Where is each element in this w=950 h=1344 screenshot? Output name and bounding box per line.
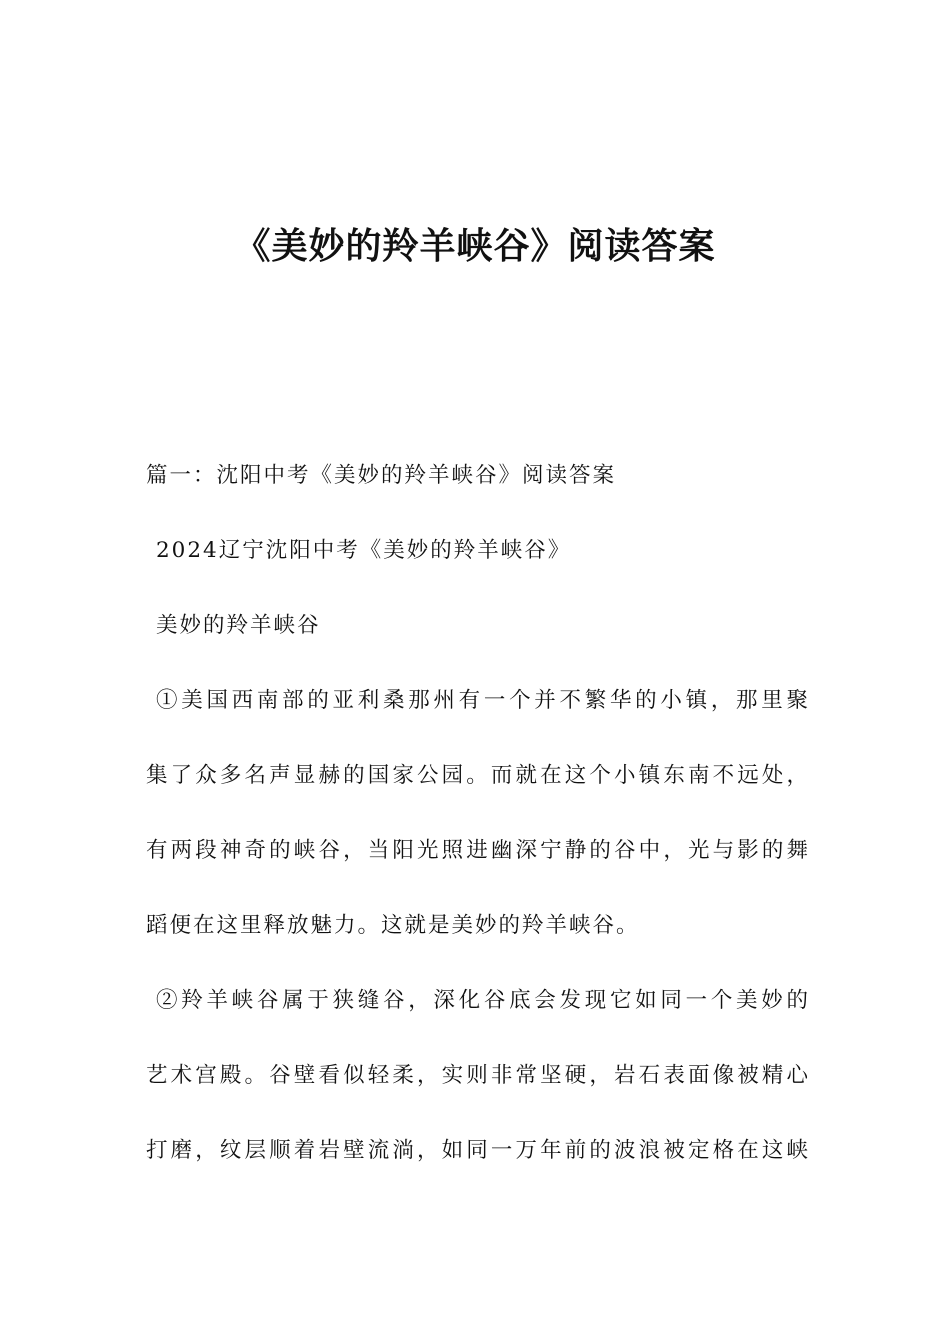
paragraph-2-line-2: 艺术宫殿。谷壁看似轻柔，实则非常坚硬，岩石表面像被精心: [146, 1063, 808, 1088]
document-title: 《美妙的羚羊峡谷》阅读答案: [234, 226, 716, 267]
paragraph-1-line-4: 蹈便在这里释放魅力。这就是美妙的羚羊峡谷。: [146, 913, 640, 938]
paragraph-2-line-3: 打磨，纹层顺着岩壁流淌，如同一万年前的波浪被定格在这峡: [146, 1138, 808, 1163]
paragraph-1-line-1: ①美国西南部的亚利桑那州有一个并不繁华的小镇，那里聚: [156, 688, 808, 713]
paragraph-2-line-1: ②羚羊峡谷属于狭缝谷，深化谷底会发现它如同一个美妙的: [156, 988, 808, 1013]
article-title: 美妙的羚羊峡谷: [156, 613, 321, 638]
document-body: [146, 438, 808, 1188]
paragraph-1-line-2: 集了众多名声显赫的国家公园。而就在这个小镇东南不远处，: [146, 763, 808, 788]
source-line: 2024辽宁沈阳中考《美妙的羚羊峡谷》: [156, 538, 572, 563]
paragraph-1-line-3: 有两段神奇的峡谷，当阳光照进幽深宁静的谷中，光与影的舞: [146, 838, 808, 863]
section-heading: 篇一：沈阳中考《美妙的羚羊峡谷》阅读答案: [146, 463, 617, 488]
